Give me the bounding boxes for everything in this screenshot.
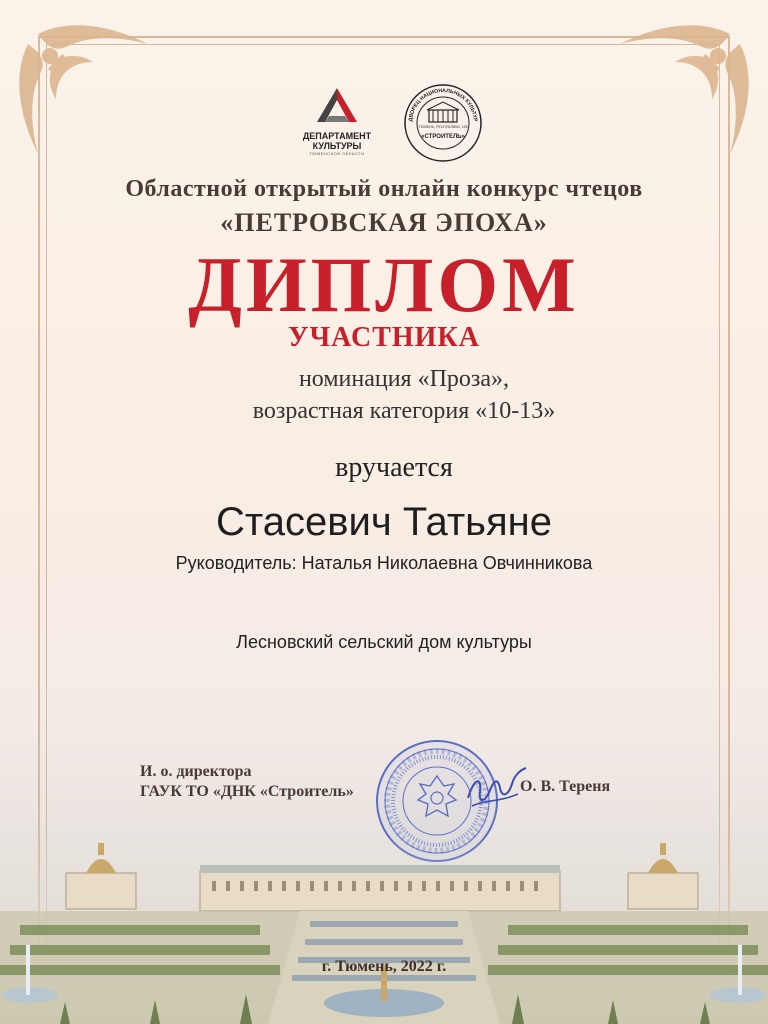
recipient-name: Стасевич Татьяне <box>216 500 552 544</box>
palace-logo-icon <box>402 82 484 164</box>
palace-logo-name: «СТРОИТЕЛЬ» <box>421 134 465 140</box>
diploma-heading: ДИПЛОМ <box>188 241 580 328</box>
palace-logo-mid: ТЮМЕНЬ, РЕСПУБЛИКИ, 155 <box>418 125 468 129</box>
awarded-text: вручается <box>335 452 453 483</box>
signer-position <box>140 762 354 802</box>
signer-name: О. В. Тереня <box>520 778 611 795</box>
city-year: г. Тюмень, 2022 г. <box>321 958 447 975</box>
department-logo-sub: ТЮМЕНСКОЙ ОБЛАСТИ <box>309 151 365 156</box>
organization-text: Лесновский сельский дом культуры <box>236 632 532 652</box>
diploma-subheading: УЧАСТНИКА <box>288 322 480 353</box>
peterhof-palace-illustration <box>0 835 768 1024</box>
contest-name: «ПЕТРОВСКАЯ ЭПОХА» <box>220 208 548 237</box>
leader-text: Руководитель: Наталья Николаевна Овчинникова <box>175 553 593 573</box>
age-category-text: возрастная категория «10-13» <box>252 398 556 424</box>
department-logo-line2: КУЛЬТУРЫ <box>312 141 362 151</box>
palace-logo-ring-text: ДВОРЕЦ НАЦИОНАЛЬНЫХ КУЛЬТУР <box>407 87 478 122</box>
signer-position-line2: ГАУК ТО «ДНК «Строитель» <box>140 783 354 800</box>
department-logo <box>292 86 382 156</box>
logos-row <box>0 80 768 170</box>
contest-title: Областной открытый онлайн конкурс чтецов <box>125 176 643 202</box>
department-logo-line1: ДЕПАРТАМЕНТ <box>302 131 372 141</box>
signer-position-line1: И. о. директора <box>140 763 252 780</box>
nomination-text: номинация «Проза», <box>298 366 510 392</box>
department-logo-icon <box>315 86 359 126</box>
